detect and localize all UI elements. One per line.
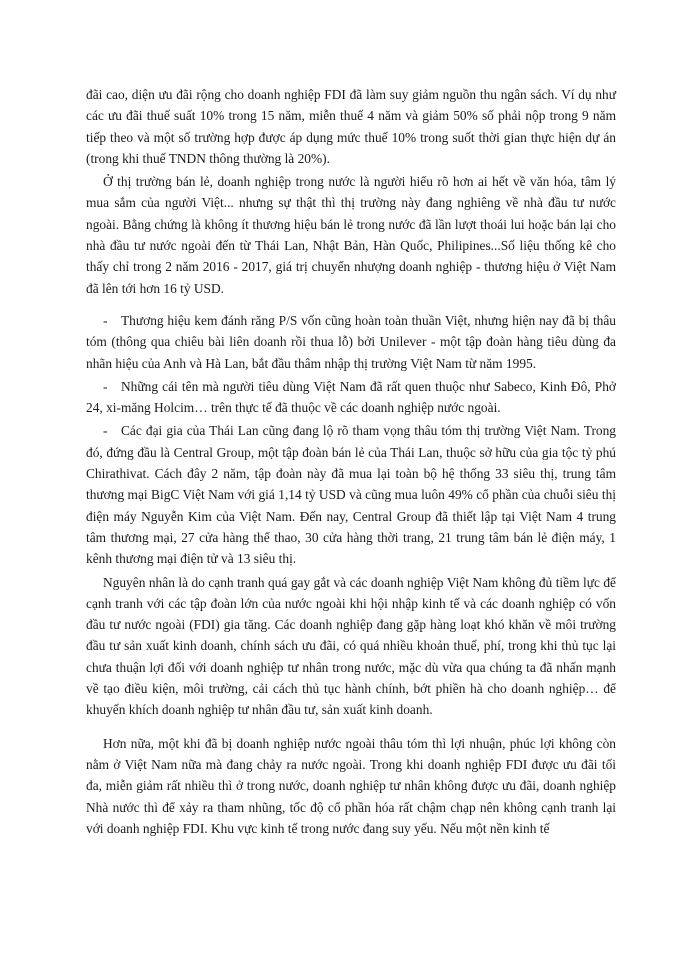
bullet-dash: -: [103, 312, 108, 328]
bullet-list: [86, 310, 616, 570]
bullet-item-familiar-brands: [86, 376, 616, 419]
bullet-text: Các đại gia của Thái Lan cũng đang lộ rõ tham vọng thâu tóm thị trường Việt Nam. Trong đó, đứng đầu là Central Group, một tập đoàn bán lẻ của Thái Lan, thuộc sở hữu của gia tộc tỷ phú Chirathivat. Cách đây 2 năm, tập đoàn này đã mua lại toàn bộ hệ thống 33 siêu thị, trung tâm thương mại BigC Việt Nam với giá 1,14 tỷ USD và cũng mua luôn 49% cổ phần của chuỗi siêu thị điện máy Nguyễn Kim của Việt Nam. Đến nay, Central Group đã thiết lập tại Việt Nam 4 trung tâm thương mại, 27 cửa hàng thể thao, 30 cửa hàng thời trang, 21 trung tâm bán lẻ điện máy, 1 kênh thương mại điện tử và 13 siêu thị.: [86, 423, 616, 567]
bullet-dash: -: [103, 423, 108, 439]
document-page: [86, 84, 616, 839]
bullet-text: Thương hiệu kem đánh răng P/S vốn cũng hoàn toàn thuần Việt, nhưng hiện nay đã bị thâu tóm (thông qua chiêu bài liên doanh rồi thua lỗ) bởi Unilever - một tập đoàn hàng tiêu dùng đa nhãn hiệu của Anh và Hà Lan, bắt đầu thâm nhập thị trường Việt Nam từ năm 1995.: [86, 312, 616, 371]
bullet-item-central-group: [86, 420, 616, 569]
paragraph-profits-outflow: Hơn nữa, một khi đã bị doanh nghiệp nước ngoài thâu tóm thì lợi nhuận, phúc lợi không còn nằm ở Việt Nam nữa mà đang chảy ra nước ngoài. Trong khi doanh nghiệp FDI được ưu đãi tối đa, miễn giảm rất nhiều thì ở trong nước, doanh nghiệp tư nhân không được ưu đãi, doanh nghiệp Nhà nước thì để xảy ra tham nhũng, tốc độ cổ phần hóa rất chậm chạp nên không cạnh tranh lại với doanh nghiệp FDI. Khu vực kinh tế trong nước đang suy yếu. Nếu một nền kinh tế: [86, 735, 616, 836]
bullet-text: Những cái tên mà người tiêu dùng Việt Nam đã rất quen thuộc như Sabeco, Kinh Đô, Phở 24, xi-măng Holcim… trên thực tế đã thuộc về các doanh nghiệp nước ngoài.: [86, 378, 616, 416]
bullet-dash: -: [103, 378, 108, 394]
paragraph-retail-market: Ở thị trường bán lẻ, doanh nghiệp trong nước là người hiểu rõ hơn ai hết về văn hóa, tâm lý mua sắm của người Việt... nhưng sự thật thì thị trường này đang nghiêng về nhà đầu tư nước ngoài. Bằng chứng là không ít thương hiệu bán lẻ trong nước đã lần lượt thoái lui hoặc bán lại cho nhà đầu tư nước ngoài đến từ Thái Lan, Nhật Bản, Hàn Quốc, Philipines...Số liệu thống kê cho thấy chỉ trong 2 năm 2016 - 2017, giá trị chuyển nhượng doanh nghiệp - thương hiệu ở Việt Nam đã lên tới hơn 16 tỷ USD.: [86, 174, 616, 296]
paragraph-fdi-tax-incentives: đãi cao, diện ưu đãi rộng cho doanh nghiệp FDI đã làm suy giảm nguồn thu ngân sách. Ví dụ như các ưu đãi thuế suất 10% trong 15 năm, miễn thuế 4 năm và giảm 50% số phải nộp trong 9 năm tiếp theo và một số trường hợp được áp dụng mức thuế 10% trong suốt thời gian thực hiện dự án (trong khi thuế TNDN thông thường là 20%).: [86, 87, 616, 166]
bullet-item-ps-toothpaste: [86, 310, 616, 374]
paragraph-causes: Nguyên nhân là do cạnh tranh quá gay gắt và các doanh nghiệp Việt Nam không đủ tiềm lực để cạnh tranh với các tập đoàn lớn của nước ngoài khi hội nhập kinh tế và các doanh nghiệp có vốn đầu tư nước ngoài (FDI) gia tăng. Các doanh nghiệp đang gặp hàng loạt khó khăn về môi trường đầu tư sản xuất kinh doanh, chính sách ưu đãi, có quá nhiều khoản thuế, phí, trong khi thủ tục lại chưa thuận lợi đối với doanh nghiệp tư nhân trong nước, mặc dù vừa qua chúng ta đã nhấn mạnh về tạo điều kiện, môi trường, cải cách thủ tục hành chính, bớt phiền hà cho doanh nghiệp… để khuyến khích doanh nghiệp tư nhân đầu tư, sản xuất kinh doanh.: [86, 574, 616, 718]
